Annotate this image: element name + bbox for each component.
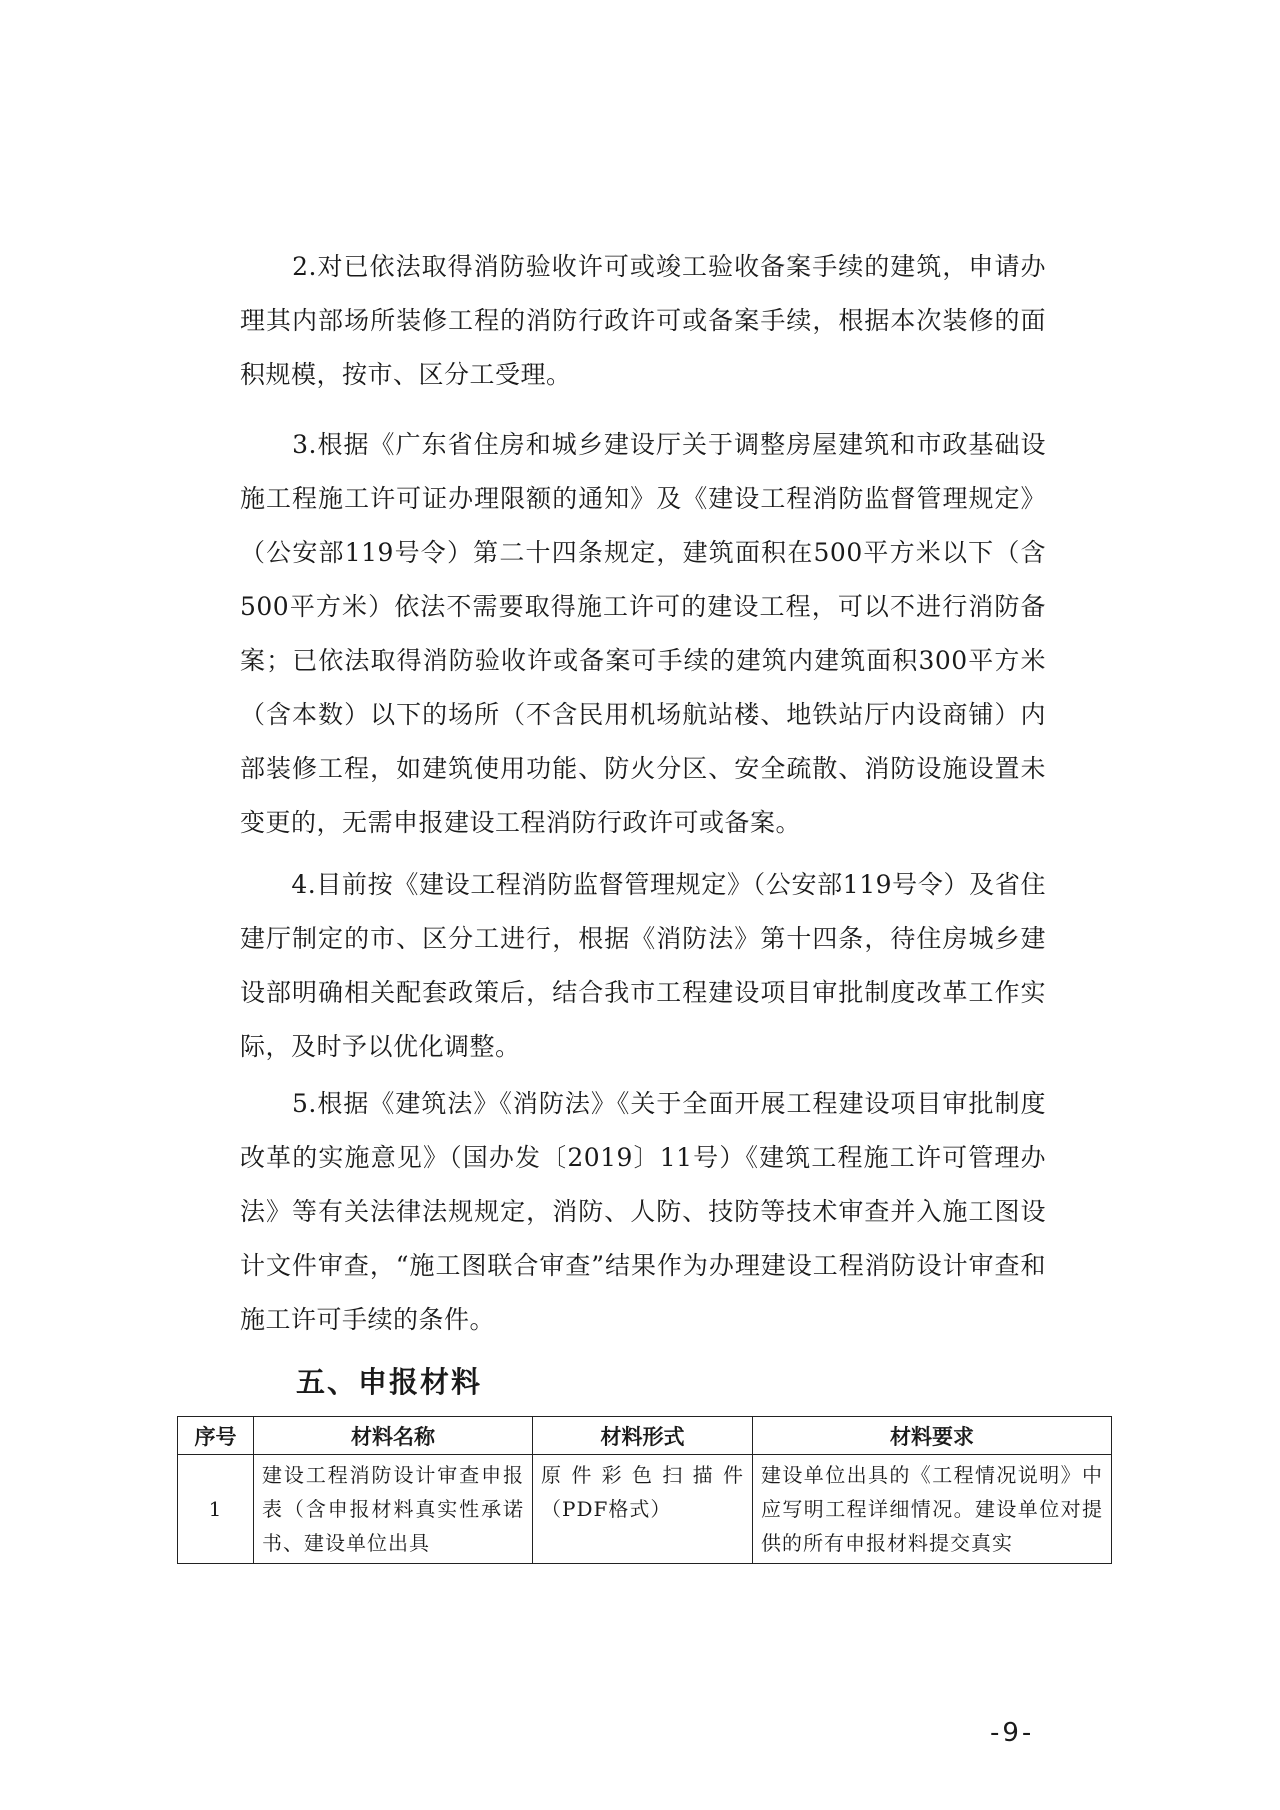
paragraph-5: 5.根据《建筑法》《消防法》《关于全面开展工程建设项目审批制度改革的实施意见》（国办发〔2019〕11号）《建筑工程施工许可管理办法》等有关法律法规规定，消防、人防、技防等技术审查并入施工图设计文件审查，“施工图联合审查”结果作为办理建设工程消防设计审查和施工许可手续的条件。 bbox=[240, 1089, 1046, 1334]
header-number: 序号 bbox=[178, 1417, 254, 1455]
header-material-requirement: 材料要求 bbox=[753, 1417, 1112, 1455]
cell-number: 1 bbox=[178, 1455, 254, 1564]
page-number: -9- bbox=[990, 1718, 1035, 1748]
materials-table bbox=[177, 1416, 1112, 1564]
paragraph-4: 4.目前按《建设工程消防监督管理规定》（公安部119号令）及省住建厅制定的市、区分工进行，根据《消防法》第十四条，待住房城乡建设部明确相关配套政策后，结合我市工程建设项目审批制度改革工作实际，及时予以优化调整。 bbox=[240, 870, 1046, 1061]
cell-material-name: 建设工程消防设计审查申报表（含申报材料真实性承诺书、建设单位出具 bbox=[254, 1455, 533, 1564]
table-row bbox=[178, 1455, 1112, 1564]
table-header-row bbox=[178, 1417, 1112, 1455]
section-heading: 五、申报材料 bbox=[296, 1365, 483, 1399]
header-material-name: 材料名称 bbox=[254, 1417, 533, 1455]
paragraph-2: 2.对已依法取得消防验收许可或竣工验收备案手续的建筑，申请办理其内部场所装修工程的消防行政许可或备案手续，根据本次装修的面积规模，按市、区分工受理。 bbox=[240, 252, 1046, 389]
paragraph-3: 3.根据《广东省住房和城乡建设厅关于调整房屋建筑和市政基础设施工程施工许可证办理限额的通知》及《建设工程消防监督管理规定》（公安部119号令）第二十四条规定，建筑面积在500平方米以下（含500平方米）依法不需要取得施工许可的建设工程，可以不进行消防备案；已依法取得消防验收许或备案可手续的建筑内建筑面积300平方米（含本数）以下的场所（不含民用机场航站楼、地铁站厅内设商铺）内部装修工程，如建筑使用功能、防火分区、安全疏散、消防设施设置未变更的，无需申报建设工程消防行政许可或备案。 bbox=[240, 430, 1046, 837]
cell-material-form: 原件彩色扫描件（PDF格式） bbox=[533, 1455, 753, 1564]
header-material-form: 材料形式 bbox=[533, 1417, 753, 1455]
cell-material-requirement: 建设单位出具的《工程情况说明》中应写明工程详细情况。建设单位对提供的所有申报材料提交真实 bbox=[753, 1455, 1112, 1564]
